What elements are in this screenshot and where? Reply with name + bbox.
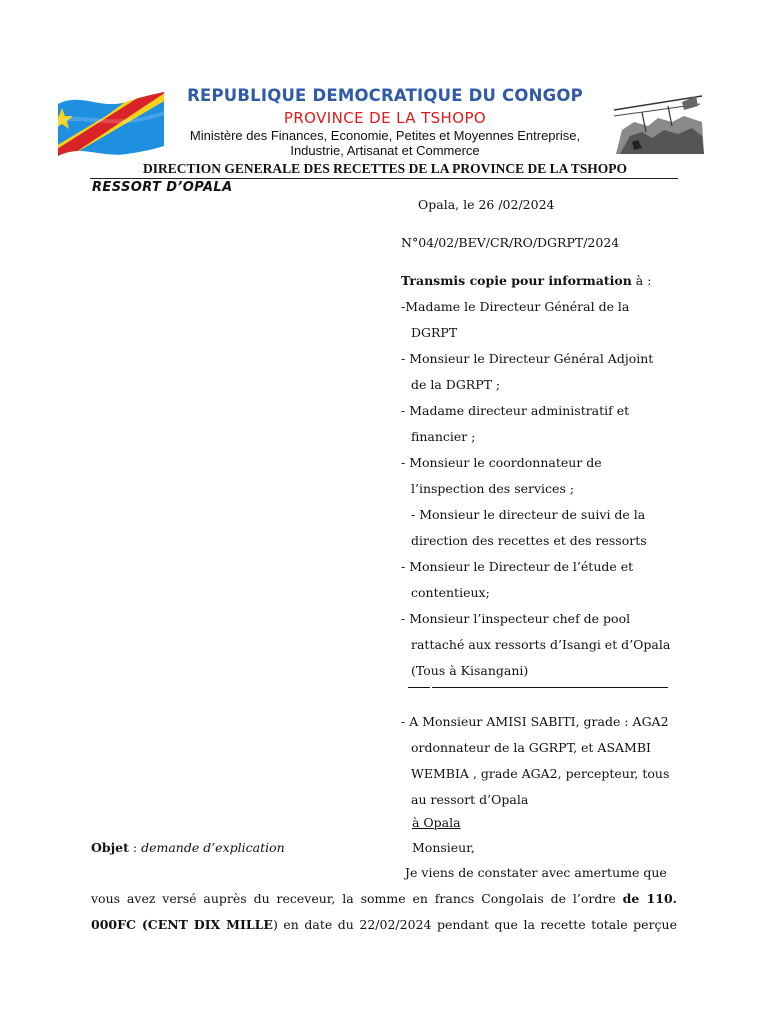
amount-part-1: de 110.: [622, 891, 677, 906]
objet-separator: :: [128, 840, 142, 855]
addressee-line: au ressort d’Opala: [411, 792, 529, 807]
objet-value: demande d’explication: [141, 840, 285, 855]
recipient-line: direction des recettes et des ressorts: [411, 533, 647, 548]
transmis-heading: [401, 272, 651, 290]
recipient-line: -Madame le Directeur Général de la: [401, 299, 630, 314]
recipient-line: - Monsieur le coordonnateur de: [401, 455, 602, 470]
recipient-line: rattaché aux ressorts d’Isangi et d’Opala: [411, 637, 671, 652]
a-opala: à Opala: [412, 815, 461, 830]
recipient-line: - Monsieur l’inspecteur chef de pool: [401, 611, 631, 626]
recipient-line: - Monsieur le directeur de suivi de la: [411, 507, 646, 522]
separator-short: [408, 687, 430, 688]
reference-number: N°04/02/BEV/CR/RO/DGRPT/2024: [401, 235, 620, 250]
recipient-line: - Madame directeur administratif et: [401, 403, 630, 418]
recipient-line: de la DGRPT ;: [411, 377, 501, 392]
objet-line: [91, 840, 285, 855]
transmis-bold: Transmis copie pour information: [401, 273, 632, 288]
ressort-title: RESSORT D’OPALA: [92, 180, 233, 195]
salutation: Monsieur,: [412, 840, 475, 855]
date-line: Opala, le 26 /02/2024: [418, 197, 555, 212]
recipient-line: financier ;: [411, 429, 476, 444]
province-title: PROVINCE DE LA TSHOPO: [283, 109, 487, 127]
separator-long: [432, 687, 668, 688]
ministry-line-2: Industrie, Artisanat et Commerce: [290, 143, 480, 158]
republic-title: REPUBLIQUE DEMOCRATIQUE DU CONGOP: [187, 86, 583, 105]
body-line-3-text: ) en date du 22/02/2024 pendant que la recette totale perçue: [272, 917, 677, 932]
recipient-line: contentieux;: [411, 585, 490, 600]
body-line-3: [91, 917, 677, 932]
body-line-2-text: vous avez versé auprès du receveur, la somme en francs Congolais de l’ordre: [91, 891, 623, 906]
direction-title: DIRECTION GENERALE DES RECETTES DE LA PROVINCE DE LA TSHOPO: [143, 161, 627, 176]
recipient-line: - Monsieur le Directeur Général Adjoint: [401, 351, 654, 366]
header-divider: [90, 178, 678, 179]
objet-label: Objet: [91, 840, 129, 855]
drc-flag-icon: [56, 90, 166, 160]
recipient-line: - Monsieur le Directeur de l’étude et: [401, 559, 634, 574]
addressee-line: ordonnateur de la GGRPT, et ASAMBI: [411, 740, 651, 755]
amount-part-2: 000FC (CENT DIX MILLE: [91, 917, 273, 932]
transmis-tail: à :: [631, 273, 652, 288]
recipient-line: DGRPT: [411, 325, 458, 340]
body-line-2: [91, 891, 677, 906]
addressee-line: - A Monsieur AMISI SABITI, grade : AGA2: [401, 714, 669, 729]
recipient-line: l’inspection des services ;: [411, 481, 575, 496]
addressee-line: WEMBIA , grade AGA2, percepteur, tous: [411, 766, 670, 781]
ministry-line-1: Ministère des Finances, Economie, Petites et Moyennes Entreprise,: [189, 128, 581, 143]
header-photo-image: [612, 92, 704, 154]
recipient-line: (Tous à Kisangani): [411, 663, 529, 678]
body-line-1: Je viens de constater avec amertume que: [405, 865, 667, 880]
